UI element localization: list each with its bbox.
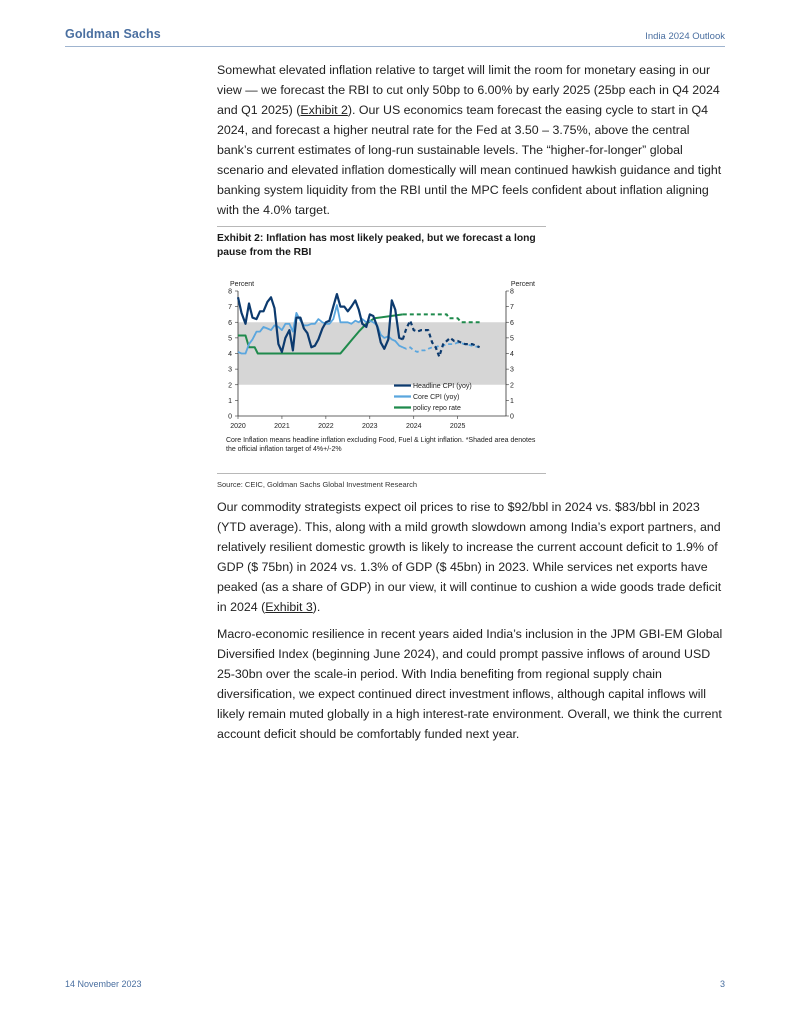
page-number: 3 (719, 979, 725, 989)
exhibit-bottom-divider (217, 473, 546, 474)
paragraph-current-account (217, 497, 727, 617)
y-tick-label-right: 5 (510, 335, 514, 343)
x-tick-label: 2024 (405, 423, 422, 430)
inflation-chart (217, 274, 547, 439)
chart-footnote: Core Inflation means headline inflation excluding Food, Fuel & Light inflation. *Shaded area denotes the official inflation target of 4%+/-2% (226, 437, 536, 453)
policy-repo-rate-forecast-line (403, 314, 480, 322)
paragraph-text: ). (312, 600, 321, 614)
y-tick-label-left: 4 (228, 351, 232, 358)
y-tick-label-right: 7 (510, 304, 514, 312)
y-tick-label-right: 0 (510, 413, 514, 421)
y-tick-label-right: 3 (510, 366, 514, 374)
y-tick-label-left: 3 (228, 366, 232, 374)
y-tick-label-right: 8 (510, 288, 514, 296)
headline-cpi-yoy-legend-label: Headline CPI (yoy) (413, 383, 472, 390)
y-tick-label-left: 5 (228, 335, 232, 343)
x-tick-label: 2022 (318, 423, 334, 430)
y-tick-label-left: 2 (228, 382, 232, 390)
chart-source: Source: CEIC, Goldman Sachs Global Investment Research (217, 480, 418, 489)
y-tick-label-right: 1 (510, 397, 514, 405)
y-axis-label-right: Percent (510, 281, 535, 288)
y-tick-label-left: 6 (228, 319, 232, 327)
y-tick-label-right: 4 (510, 351, 514, 358)
paragraph-text: Somewhat elevated inflation relative to target will limit the room for monetary easing in our view — we forecast the RBI to cut only 50bp to 6.00% by early 2025 (25bp each in Q4 2024 and Q1 2025) ( (217, 63, 720, 117)
policy-repo-rate-legend-label: policy repo rate (413, 405, 461, 412)
y-tick-label-left: 8 (228, 288, 232, 296)
x-tick-label: 2021 (274, 423, 290, 430)
brand-logo: Goldman Sachs (65, 27, 161, 41)
inflation-chart-svg (217, 274, 547, 439)
y-tick-label-right: 6 (510, 319, 514, 327)
x-tick-label: 2023 (362, 423, 378, 430)
exhibit-2-link[interactable]: Exhibit 2 (300, 103, 348, 117)
paragraph-text: ). Our US economics team forecast the easing cycle to start in Q4 2024, and forecast a higher neutral rate for the Fed at 3.50 – 3.75%, above the central bank’s current estimates of long-run sustainable levels. The “higher-for-longer” global scenario and elevated inflation domestically will mean continued hawkish guidance and tight banking system liquidity from the RBI until the MPC feels confident about inflation aligning with the 4.0% target. (217, 103, 722, 217)
y-tick-label-right: 2 (510, 382, 514, 390)
y-tick-label-left: 0 (228, 413, 232, 421)
footer-date: 14 November 2023 (65, 979, 142, 989)
y-tick-label-left: 7 (228, 304, 232, 312)
x-tick-label: 2025 (449, 423, 466, 430)
core-cpi-yoy-legend-label: Core CPI (yoy) (413, 394, 460, 401)
exhibit-top-divider (217, 226, 546, 227)
exhibit-title: Exhibit 2: Inflation has most likely peaked, but we forecast a long pause from the RBI (217, 233, 536, 258)
report-title: India 2024 Outlook (645, 31, 725, 42)
paragraph-monetary-policy (217, 60, 727, 220)
paragraph-text: Macro-economic resilience in recent years aided India’s inclusion in the JPM GBI-EM Global Diversified Index (beginning June 2024), and could prompt passive inflows of around USD 25-30bn over the scale-in period. With India benefiting from regional supply chain diversification, we expect continued direct investment inflows, although capital inflows will likely remain muted globally in a high interest-rate environment. Overall, we think the current account deficit should be comfortably funded next year. (217, 627, 723, 741)
y-tick-label-left: 1 (228, 397, 232, 405)
header-divider (65, 46, 725, 47)
y-axis-label-left: Percent (230, 281, 255, 288)
paragraph-text: Our commodity strategists expect oil prices to rise to $92/bbl in 2024 vs. $83/bbl in 2023 (YTD average). This, along with a mild growth slowdown among India’s export partners, and relatively resilient domestic growth is likely to increase the current account deficit to 1.9% of GDP ($ 75bn) in 2024 vs. 1.3% of GDP ($ 45bn) in 2023. While services net exports have peaked (as a share of GDP) in our view, it will continue to cushion a wide goods trade deficit in 2024 ( (217, 500, 722, 614)
paragraph-capital-flows (217, 624, 727, 744)
exhibit-3-link[interactable]: Exhibit 3 (265, 600, 313, 614)
x-tick-label: 2020 (230, 423, 246, 430)
